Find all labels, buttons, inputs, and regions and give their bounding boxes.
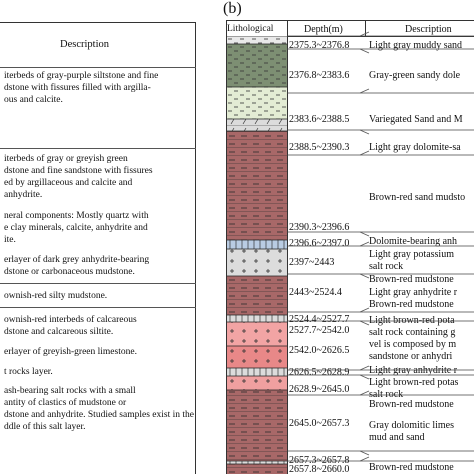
- lithology-description: Light gray dolomite-sa: [369, 142, 461, 153]
- depth-range: 2645.0~2657.3: [289, 418, 350, 429]
- depth-header: Depth(m): [304, 24, 343, 35]
- depth-range: 2396.6~2397.0: [289, 238, 350, 249]
- lithology-description: vel is composed by m: [369, 339, 457, 350]
- left-row-2-line-1: iterbeds of gray or greyish green: [4, 154, 128, 164]
- lithology-description: salt rock containing g: [369, 327, 456, 338]
- left-row-4-line-5: ash-bearing salt rocks with a small: [4, 386, 136, 396]
- lithology-description: Gray-green sandy dole: [369, 70, 461, 81]
- left-row-2-line-6: e clay minerals, calcite, anhydrite and: [4, 223, 148, 233]
- lithology-description: Brown-red mudstone: [369, 462, 454, 473]
- connector-tick: [360, 366, 369, 370]
- connector-tick: [360, 130, 369, 134]
- depth-range: 2527.7~2542.0: [289, 325, 350, 336]
- depth-range: 2524.4~2527.7: [289, 314, 350, 325]
- connector-tick: [360, 49, 369, 53]
- lithology-description: Light gray anhydrite r: [369, 287, 458, 298]
- depth-range: 2375.3~2376.8: [289, 40, 350, 51]
- connector-tick: [360, 274, 369, 278]
- lithology-description: mud and sand: [369, 432, 425, 443]
- lithology-description: Light gray anhydrite r: [369, 365, 458, 376]
- connector-tick: [360, 321, 369, 325]
- panel-label: (b): [223, 0, 242, 17]
- left-row-2-line-7: ite.: [4, 235, 16, 245]
- left-row-1-line-1: iterbeds of gray-purple siltstone and fine: [4, 71, 159, 81]
- connector-tick: [360, 451, 369, 455]
- left-row-4-line-2: dstone and calcareous siltite.: [4, 327, 114, 337]
- connector-tick: [360, 232, 369, 236]
- lithology-description: Variegated Sand and M: [369, 114, 463, 125]
- lithology-description: Brown-red mudstone: [369, 299, 454, 310]
- lithology-description: sandstone or anhydri: [369, 351, 453, 362]
- left-row-2-line-3: ed by argillaceous and calcite and: [4, 178, 133, 188]
- lithology-description: Dolomite-bearing anh: [369, 236, 458, 247]
- left-row-1-line-3: ous and calcite.: [4, 95, 63, 105]
- depth-range: 2390.3~2396.6: [289, 222, 350, 233]
- lithology-description: Light gray muddy sand: [369, 40, 463, 51]
- connector-tick: [360, 375, 369, 379]
- depth-range: 2376.8~2383.6: [289, 70, 350, 81]
- description-header: Description: [405, 24, 452, 35]
- lithology-description: Brown-red sand mudsto: [369, 192, 466, 203]
- left-row-2-line-8: erlayer of dark grey anhydrite-bearing: [4, 255, 150, 265]
- lithology-description: Light gray potassium: [369, 249, 454, 260]
- connector-tick: [360, 457, 369, 461]
- depth-range: 2626.5~2628.9: [289, 367, 350, 378]
- depth-range: 2657.3~2657.8: [289, 455, 350, 466]
- lithology-description: Light brown-red pota: [369, 315, 455, 326]
- lithological-header: Lithological: [227, 24, 274, 34]
- lithology-description: Brown-red mudstone: [369, 274, 454, 285]
- left-row-2-line-9: dstone or carbonaceous mudstone.: [4, 267, 135, 277]
- connector-tick: [360, 308, 369, 312]
- connector-tick: [360, 391, 369, 395]
- connector-tick: [360, 151, 369, 155]
- left-table-header: Description: [60, 39, 109, 50]
- left-row-4-line-4: t rocks layer.: [4, 367, 53, 377]
- depth-range: 2383.6~2388.5: [289, 114, 350, 125]
- depth-range: 2628.9~2645.0: [289, 384, 350, 395]
- depth-range: 2443~2524.4: [289, 287, 342, 298]
- left-row-4-line-1: ownish-red interbeds of calcareous: [4, 315, 137, 325]
- left-row-3-line-1: ownish-red silty mudstone.: [4, 291, 108, 301]
- depth-range: 2657.8~2660.0: [289, 464, 350, 475]
- left-row-2-line-5: neral components: Mostly quartz with: [4, 211, 149, 221]
- lithology-description: Brown-red mudstone: [369, 399, 454, 410]
- left-row-4-line-8: ddle of this salt layer.: [4, 422, 86, 432]
- lithology-description: salt rock: [369, 389, 404, 400]
- connector-tick: [360, 32, 369, 36]
- left-row-4-line-3: erlayer of greyish-green limestone.: [4, 347, 137, 357]
- depth-range: 2542.0~2626.5: [289, 345, 350, 356]
- left-row-2-line-2: dstone and fine sandstone with fissures: [4, 166, 153, 176]
- left-row-4-line-6: antity of clastics of mudstone or: [4, 398, 127, 408]
- connector-tick: [360, 89, 369, 93]
- lithology-description: salt rock: [369, 261, 404, 272]
- connector-tick: [360, 242, 369, 246]
- depth-range: 2397~2443: [289, 257, 335, 268]
- lithology-description: Light brown-red potas: [369, 377, 459, 388]
- left-row-1-line-2: dstone with fissures filled with argilla-: [4, 83, 151, 93]
- left-row-2-line-4: anhydrite.: [4, 190, 43, 200]
- lithology-description: Gray dolomitic limes: [369, 420, 454, 431]
- depth-range: 2388.5~2390.3: [289, 142, 350, 153]
- left-row-4-line-7: dstone and anhydrite. Studied samples exist in the: [4, 410, 194, 420]
